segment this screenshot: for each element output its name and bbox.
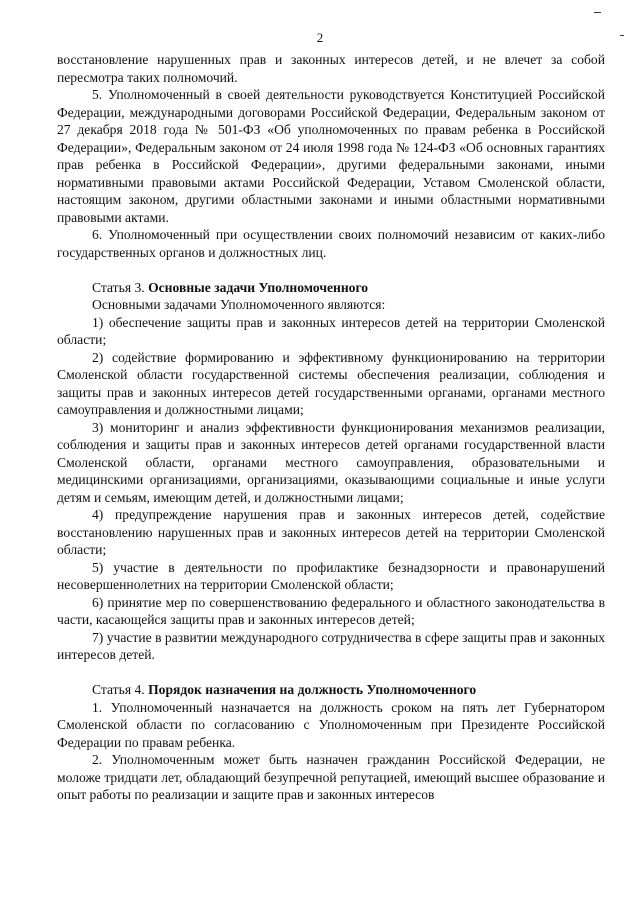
scan-mark xyxy=(594,12,601,13)
article3-item: 7) участие в развитии международного сотрудничества в сфере защиты прав и законных интересов детей. xyxy=(57,629,605,662)
spacer xyxy=(57,664,605,682)
article4-title: Порядок назначения на должность Уполномоченного xyxy=(148,682,477,697)
article4-prefix: Статья 4. xyxy=(92,682,145,697)
article3-item: 1) обеспечение защиты прав и законных интересов детей на территории Смоленской области; xyxy=(57,314,605,347)
article3-intro: Основными задачами Уполномоченного являются: xyxy=(92,297,386,312)
article4-item: 1. Уполномоченный назначается на должность сроком на пять лет Губернатором Смоленской области по согласованию с Уполномоченным при Президенте Российской Федерации по правам ребенка. xyxy=(57,699,605,750)
spacer xyxy=(57,261,605,279)
scan-mark xyxy=(620,35,624,36)
article3-prefix: Статья 3. xyxy=(92,279,145,295)
article4-item: 2. Уполномоченным может быть назначен гражданин Российской Федерации, не моложе тридцати лет, обладающий безупречной репутацией, имеющий высшее образование и опыт работы по реализации и защите прав и законных интересов xyxy=(57,752,605,802)
article3-item: 4) предупреждение нарушения прав и законных интересов детей, содействие восстановлению нарушенных прав и законных интересов детей на территории Смоленской области; xyxy=(57,507,605,557)
article3-title: Основные задачи Уполномоченного xyxy=(148,279,369,295)
article3-item: 5) участие в деятельности по профилактике безнадзорности и правонарушений несовершеннолетних на территории Смоленской области; xyxy=(57,559,605,592)
article2-item-6: 6. Уполномоченный при осуществлении своих полномочий независим от каких-либо государственных органов и должностных лиц. xyxy=(57,227,605,260)
page-number: 2 xyxy=(316,30,324,45)
article3-item: 3) мониторинг и анализ эффективности функционирования механизмов реализации, соблюдения и защиты прав и законных интересов детей органами государственной власти Смоленской области, органами местного самоуправления, образовательными и медицинскими организациями, организациями, оказывающими социальные и иные услуги детям и семьям, имеющим детей, и должностными лицами; xyxy=(57,419,605,505)
article3-heading xyxy=(57,279,605,297)
article3-item: 6) принятие мер по совершенствованию федерального и областного законодательства в части, касающейся защиты прав и законных интересов детей; xyxy=(57,594,605,627)
article2-item-5: 5. Уполномоченный в своей деятельности руководствуется Конституцией Российской Федерации, международными договорами Российской Федерации, Федеральным законом от 27 декабря 2018 года № 501-ФЗ «Об уполномоченных по правам ребенка в Российской Федерации», Федеральным законом от 24 июля 1998 года № 124-ФЗ «Об основных гарантиях прав ребенка в Российской Федерации», другими федеральными законами, иными нормативными правовыми актами Российской Федерации, Уставом Смоленской области, настоящим законом, другими областными законами и иными областными нормативными правовыми актами. xyxy=(57,87,605,225)
document-body xyxy=(57,51,605,804)
article3-item: 2) содействие формированию и эффективному функционированию на территории Смоленской области государственной системы обеспечения реализации, соблюдения и защиты прав и законных интересов детей государственными органами, органами местного самоуправления и должностными лицами; xyxy=(57,349,605,417)
article4-heading xyxy=(57,681,605,699)
article2-continuation: восстановление нарушенных прав и законных интересов детей, и не влечет за собой пересмотра таких полномочий. xyxy=(57,52,605,85)
